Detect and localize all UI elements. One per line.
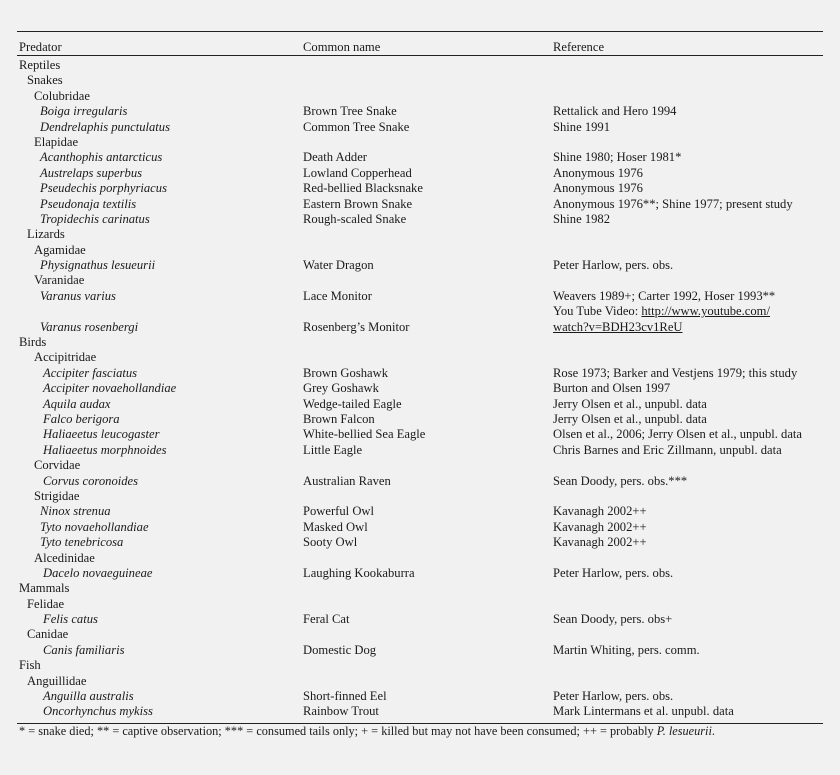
table-row [0, 566, 840, 581]
table-row [0, 289, 840, 304]
reference [553, 258, 673, 273]
species-name: Tropidechis carinatus [40, 211, 150, 226]
species-name: Oncorhynchus mykiss [43, 704, 153, 719]
table-header [0, 39, 840, 55]
species-name: Falco berigora [43, 411, 120, 426]
footnote-text: * = snake died; ** = captive observation; *** = consumed tails only; + = killed but may not have been consumed; ++ = probably [19, 724, 657, 738]
table-row [0, 489, 840, 504]
table-row [0, 166, 840, 181]
common-name: Powerful Owl [303, 504, 375, 519]
species-name: Boiga irregularis [40, 104, 128, 119]
table-row [0, 273, 840, 288]
reference [553, 166, 643, 181]
table-row [0, 504, 840, 519]
species-name: Accipiter fasciatus [43, 365, 138, 380]
taxon-group: Alcedinidae [34, 550, 95, 565]
table-row [0, 658, 840, 673]
table-row [0, 350, 840, 365]
reference-link[interactable]: http://www.youtube.com/ [641, 304, 770, 319]
table-row [0, 120, 840, 135]
header-common-name: Common name [303, 40, 381, 54]
table-row [0, 612, 840, 627]
table-row [0, 89, 840, 104]
reference-text: Burton and Olsen 1997 [553, 381, 671, 396]
common-name: Feral Cat [303, 612, 350, 627]
taxon-group: Snakes [27, 73, 63, 88]
common-name: Rosenberg’s Monitor [303, 319, 410, 334]
taxon-group: Colubridae [34, 88, 90, 103]
table-row [0, 197, 840, 212]
reference [553, 397, 707, 412]
reference-text: Kavanagh 2002++ [553, 535, 647, 550]
species-name: Aquila audax [43, 396, 111, 411]
table-row [0, 581, 840, 596]
table-row [0, 227, 840, 242]
species-name: Haliaeetus leucogaster [43, 427, 160, 442]
header-predator: Predator [19, 40, 62, 54]
common-name: Laughing Kookaburra [303, 565, 415, 580]
reference [553, 504, 647, 519]
common-name: Australian Raven [303, 473, 391, 488]
reference [553, 212, 610, 227]
reference-prefix: You Tube Video: [553, 304, 642, 319]
table-row [0, 427, 840, 442]
common-name: Brown Falcon [303, 411, 375, 426]
table-row [0, 643, 840, 658]
reference [553, 104, 676, 119]
reference [553, 689, 673, 704]
taxon-group: Varanidae [34, 273, 85, 288]
footnote-species: P. lesueurii [656, 724, 712, 738]
species-name: Canis familiaris [43, 642, 125, 657]
taxon-group: Canidae [27, 627, 69, 642]
reference [553, 412, 707, 427]
reference-text: Peter Harlow, pers. obs. [553, 258, 674, 273]
common-name: Red-bellied Blacksnake [303, 181, 423, 196]
reference [553, 566, 673, 581]
reference-text: Chris Barnes and Eric Zillmann, unpubl. data [553, 442, 782, 457]
species-name: Varanus rosenbergi [40, 319, 139, 334]
species-name: Haliaeetus morphnoides [43, 442, 167, 457]
reference-text: Shine 1991 [553, 119, 611, 134]
reference-text: Kavanagh 2002++ [553, 519, 647, 534]
reference [553, 474, 687, 489]
reference-text: Sean Doody, pers. obs.*** [553, 473, 688, 488]
species-name: Varanus varius [40, 288, 116, 303]
reference [553, 443, 782, 458]
species-name: Pseudonaja textilis [40, 196, 137, 211]
species-name: Dendrelaphis punctulatus [40, 119, 171, 134]
species-name: Ninox strenua [40, 504, 111, 519]
reference [553, 150, 681, 165]
top-rule [17, 31, 823, 32]
taxon-group: Strigidae [34, 488, 80, 503]
reference [553, 643, 700, 658]
reference-text: Jerry Olsen et al., unpubl. data [553, 411, 707, 426]
table-row [0, 104, 840, 119]
reference [553, 535, 647, 550]
taxon-group: Anguillidae [27, 673, 87, 688]
common-name: Water Dragon [303, 258, 374, 273]
reference [553, 181, 643, 196]
table-row [0, 704, 840, 719]
taxon-group: Accipitridae [34, 350, 97, 365]
common-name: Rough-scaled Snake [303, 211, 407, 226]
table-row [0, 150, 840, 165]
reference [553, 197, 793, 212]
table-row [0, 73, 840, 88]
species-name: Pseudechis porphyriacus [40, 181, 167, 196]
common-name: Lowland Copperhead [303, 165, 412, 180]
reference [553, 427, 802, 442]
reference [553, 381, 670, 396]
reference [553, 612, 672, 627]
table-row [0, 458, 840, 473]
table-row [0, 397, 840, 412]
reference-text: Anonymous 1976 [553, 181, 643, 196]
species-name: Austrelaps superbus [40, 165, 143, 180]
common-name: Eastern Brown Snake [303, 196, 413, 211]
reference-text: Shine 1982 [553, 211, 611, 226]
table-row [0, 366, 840, 381]
reference-text: Shine 1980; Hoser 1981* [553, 150, 682, 165]
species-name: Physignathus lesueurii [40, 258, 156, 273]
species-name: Accipiter novaehollandiae [43, 381, 177, 396]
table-footnote [19, 724, 715, 739]
taxon-group: Elapidae [34, 134, 79, 149]
species-name: Acanthophis antarcticus [40, 150, 163, 165]
species-name: Corvus coronoides [43, 473, 139, 488]
common-name: Rainbow Trout [303, 704, 379, 719]
table-row [0, 181, 840, 196]
taxon-group: Mammals [19, 581, 70, 596]
common-name: Wedge-tailed Eagle [303, 396, 402, 411]
table-row [0, 58, 840, 73]
reference [553, 320, 683, 335]
common-name: Short-finned Eel [303, 689, 387, 704]
species-name: Felis catus [43, 612, 98, 627]
table-row [0, 474, 840, 489]
table-row [0, 689, 840, 704]
taxon-group: Lizards [27, 227, 65, 242]
table-row [0, 212, 840, 227]
common-name: Domestic Dog [303, 642, 377, 657]
species-name: Tyto novaehollandiae [40, 519, 149, 534]
table-row [0, 520, 840, 535]
table-row [0, 535, 840, 550]
reference [553, 704, 734, 719]
reference [553, 366, 797, 381]
table-row [0, 304, 840, 319]
taxon-group: Corvidae [34, 458, 81, 473]
common-name: Common Tree Snake [303, 119, 410, 134]
common-name: Grey Goshawk [303, 381, 379, 396]
common-name: Brown Goshawk [303, 365, 389, 380]
common-name: Brown Tree Snake [303, 104, 397, 119]
reference-text: Rettalick and Hero 1994 [553, 104, 677, 119]
reference [553, 120, 610, 135]
reference-text: Kavanagh 2002++ [553, 504, 647, 519]
reference [553, 304, 770, 319]
reference [553, 520, 647, 535]
table-row [0, 443, 840, 458]
taxon-group: Felidae [27, 596, 65, 611]
common-name: Lace Monitor [303, 288, 372, 303]
reference-text: Mark Lintermans et al. unpubl. data [553, 704, 734, 719]
reference-text: Peter Harlow, pers. obs. [553, 565, 674, 580]
table-row [0, 320, 840, 335]
taxon-group: Fish [19, 658, 41, 673]
species-name: Tyto tenebricosa [40, 535, 124, 550]
table-body [0, 58, 840, 720]
taxon-group: Reptiles [19, 58, 61, 72]
table-row [0, 551, 840, 566]
taxon-group: Birds [19, 335, 47, 350]
reference-text: Weavers 1989+; Carter 1992, Hoser 1993** [553, 288, 776, 303]
predator-table [0, 39, 840, 720]
reference-link[interactable]: watch?v=BDH23cv1ReU [553, 319, 683, 334]
reference-text: Peter Harlow, pers. obs. [553, 689, 674, 704]
common-name: Masked Owl [303, 519, 368, 534]
reference-text: Rose 1973; Barker and Vestjens 1979; this study [553, 365, 798, 380]
reference-text: Anonymous 1976 [553, 165, 643, 180]
species-name: Anguilla australis [43, 689, 134, 704]
header-reference: Reference [553, 40, 605, 54]
species-name: Dacelo novaeguineae [43, 565, 153, 580]
reference-text: Anonymous 1976**; Shine 1977; present study [553, 196, 793, 211]
reference-text: Jerry Olsen et al., unpubl. data [553, 396, 707, 411]
reference-text: Olsen et al., 2006; Jerry Olsen et al., unpubl. data [553, 427, 803, 442]
table-row [0, 243, 840, 258]
table-row [0, 335, 840, 350]
table-row [0, 674, 840, 689]
reference-text: Sean Doody, pers. obs+ [553, 612, 673, 627]
common-name: Sooty Owl [303, 535, 358, 550]
reference [553, 289, 775, 304]
table-row [0, 597, 840, 612]
table-row [0, 381, 840, 396]
taxon-group: Agamidae [34, 242, 86, 257]
table-row [0, 412, 840, 427]
common-name: Little Eagle [303, 442, 363, 457]
reference-text: Martin Whiting, pers. comm. [553, 642, 700, 657]
table-row [0, 135, 840, 150]
table-row [0, 258, 840, 273]
common-name: Death Adder [303, 150, 367, 165]
common-name: White-bellied Sea Eagle [303, 427, 426, 442]
table-row [0, 627, 840, 642]
footnote-end: . [711, 724, 715, 738]
